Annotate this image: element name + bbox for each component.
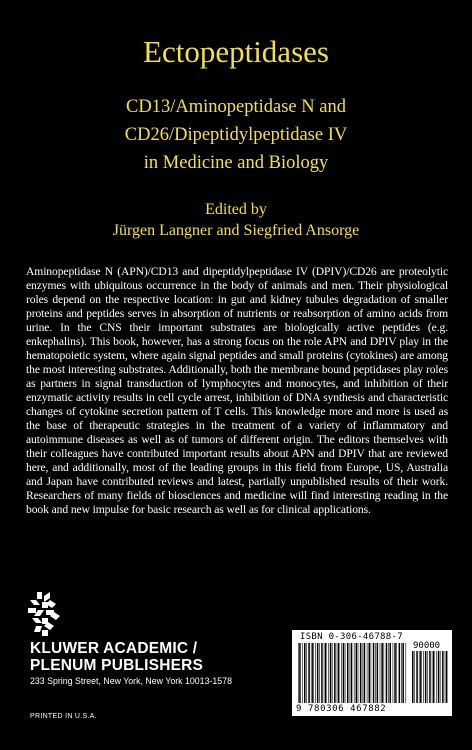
editors-names: Jürgen Langner and Siegfried Ansorge [112,222,360,239]
book-subtitle [0,93,472,177]
ean-number-label: 9 780306 467882 [296,704,387,714]
printed-in-label: PRINTED IN U.S.A. [30,713,97,720]
barcode-addon-icon [412,651,448,703]
edited-by-label: Edited by [205,201,267,218]
subtitle-line-2: CD26/Dipeptidylpeptidase IV [124,125,348,145]
isbn-label: ISBN 0-306-46788-7 [300,632,403,642]
subtitle-line-1: CD13/Aminopeptidase N and [126,97,346,117]
barcode-main-icon [298,643,408,703]
publisher-line-1: KLUWER ACADEMIC / [30,640,198,657]
price-code-label: 90000 [413,641,441,651]
barcode-panel [292,630,452,716]
subtitle-line-3: in Medicine and Biology [143,153,329,173]
kluwer-logo-icon [28,592,62,636]
publisher-line-2: PLENUM PUBLISHERS [30,657,204,674]
publisher-address: 233 Spring Street, New York, New York 10013-1578 [30,676,232,686]
publisher-name [30,640,203,674]
book-description: Aminopeptidase N (APN)/CD13 and dipeptidylpeptidase IV (DPIV)/CD26 are proteolytic enzymes with ubiquitous occurrence in the body of animals and men. Their physiological roles depend on the respective location: in gut and kidney tubules degradation of smaller proteins and peptides serves in absorption of nutrients or reabsorption of amino acids from urine. In the CNS their important substrates are biologically active peptides (e.g. enkephalins). This book, however, has a strong focus on the role APN and DPIV play in the hematopoietic system, where again signal peptides and small proteins (cytokines) are among the most interesting substrates. Additionally, both the membrane bound peptidases play roles as partners in signal transduction of lymphocytes and monocytes, and inhibition of their enzymatic activity results in cell cycle arrest, inhibition of DNA synthesis and characteristic changes of cytokine secretion pattern of T cells. This knowledge more and more is used as the base of therapeutic strategies in the treatment of a variety of inflammatory and autoimmune diseases as well as of tumors of different origin. The editors themselves with their colleagues have contributed important results about APN and DPIV that are reviewed here, and additionally, most of the leading groups in this field from Europe, US, Australia and Japan have contributed reviews and latest, partially unpublished results of their work. Researchers of many fields of biosciences and medicine will find interesting reading in the book and new impulse for basic research as well as for clinical applications. [26,265,448,516]
book-title: Ectopeptidases [143,34,329,69]
